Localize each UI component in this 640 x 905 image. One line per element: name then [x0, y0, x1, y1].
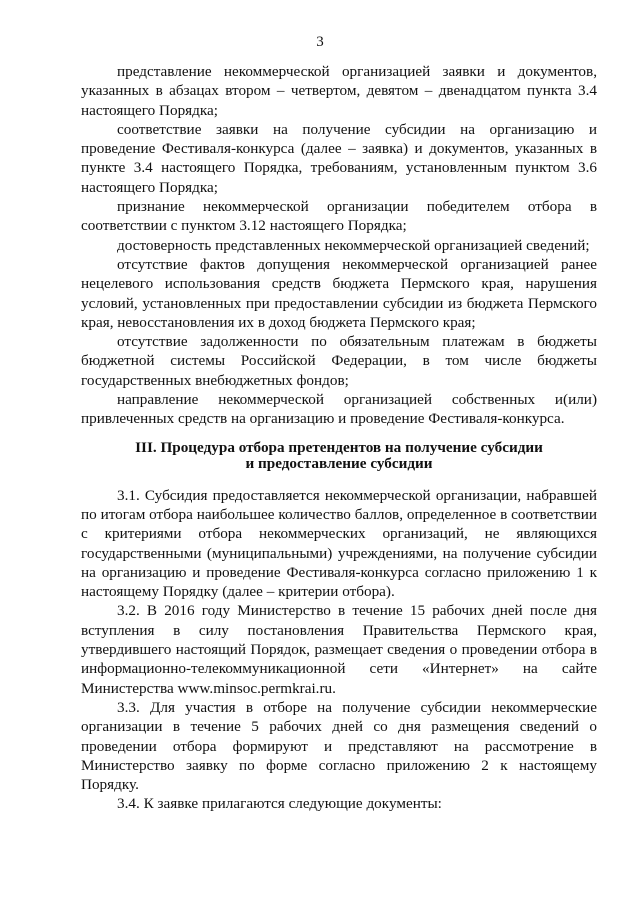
- paragraph: соответствие заявки на получение субсидии на организацию и проведение Фестиваля-конкурса (далее – заявка) и документов, указанных в пункте 3.4 настоящего Порядка, требованиям, установленным пунктом 3.6 настоящего Порядка;: [81, 120, 597, 196]
- paragraph: отсутствие фактов допущения некоммерческой организацией ранее нецелевого использования средств бюджета Пермского края, нарушения условий, установленных при предоставлении субсидии из бюджета Пермского края, невосстановления их в доход бюджета Пермского края;: [81, 255, 597, 331]
- paragraph: признание некоммерческой организации победителем отбора в соответствии с пунктом 3.12 настоящего Порядка;: [81, 198, 597, 235]
- paragraph: 3.2. В 2016 году Министерство в течение 15 рабочих дней после дня вступления в силу постановления Правительства Пермского края, утвердившего настоящий Порядок, размещает сведения о проведении отбора в информационно-телекоммуникационной сети «Интернет» на сайте Министерства www.minsoc.permkrai.ru.: [81, 602, 597, 697]
- section-heading-line: и предоставление субсидии: [245, 454, 433, 472]
- paragraph: представление некоммерческой организацией заявки и документов, указанных в абзацах втором – четвертом, девятом – двенадцатом пункта 3.4 настоящего Порядка;: [81, 63, 597, 119]
- section-heading: [81, 440, 597, 472]
- section-heading-line: III. Процедура отбора претендентов на получение субсидии: [135, 438, 543, 456]
- paragraph: направление некоммерческой организацией собственных и(или) привлеченных средств на организацию и проведение Фестиваля-конкурса.: [81, 391, 597, 428]
- paragraph: достоверность представленных некоммерческой организацией сведений;: [117, 236, 590, 254]
- paragraph: отсутствие задолженности по обязательным платежам в бюджеты бюджетной системы Российской Федерации, в том числе бюджеты государственных внебюджетных фондов;: [81, 333, 597, 389]
- paragraph: 3.3. Для участия в отборе на получение субсидии некоммерческие организации в течение 5 рабочих дней со дня размещения сведений о проведении отбора формируют и представляют на рассмотрение в Министерство заявку по форме согласно приложению 2 к настоящему Порядку.: [81, 698, 597, 794]
- document-body: [81, 62, 597, 814]
- paragraph: 3.4. К заявке прилагаются следующие документы:: [117, 795, 442, 813]
- paragraph: 3.1. Субсидия предоставляется некоммерческой организации, набравшей по итогам отбора наибольшее количество баллов, определенное в соответствии с критериями отбора некоммерческих организаций, не являющихся государственными (муниципальными) учреждениями, на получение субсидии на организацию и проведение Фестиваля-конкурса согласно приложению 1 к настоящему Порядку (далее – критерии отбора).: [81, 486, 597, 601]
- page-number: 3: [316, 34, 324, 50]
